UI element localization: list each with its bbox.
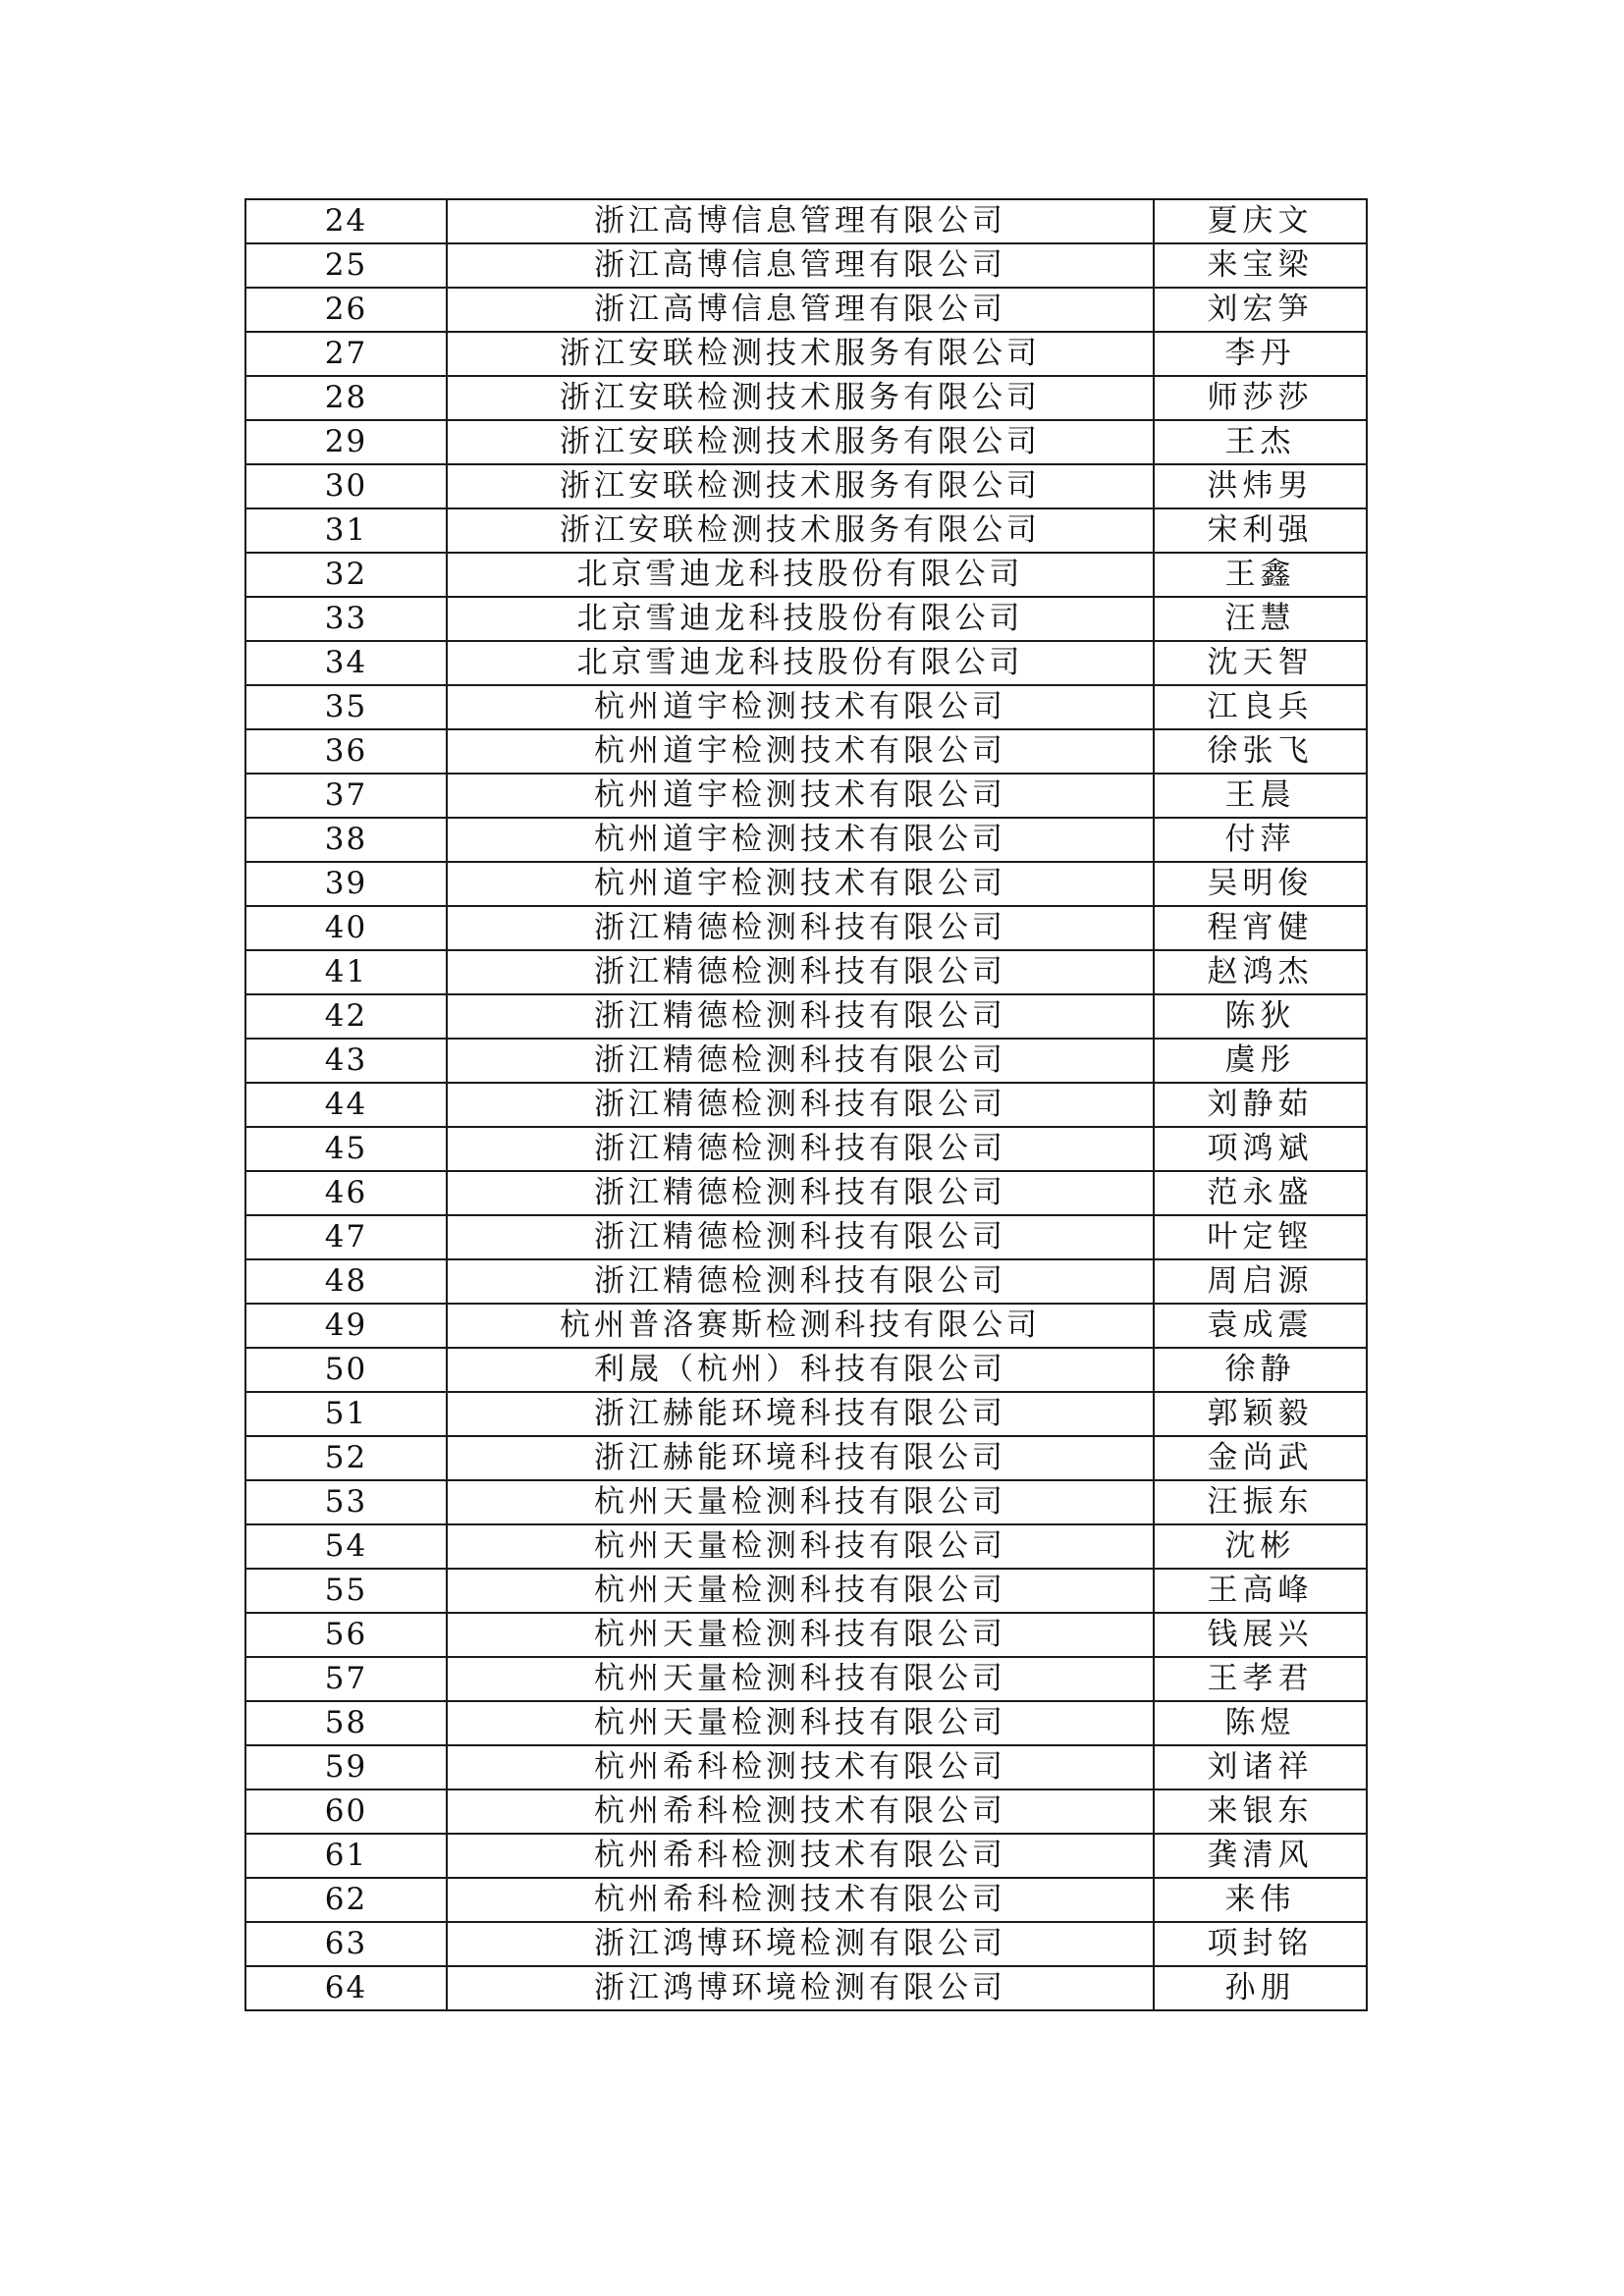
company-name-cell: 杭州道宇检测技术有限公司 <box>447 818 1154 862</box>
row-number-cell: 63 <box>245 1922 447 1966</box>
company-name-cell: 杭州道宇检测技术有限公司 <box>447 862 1154 906</box>
person-name-cell: 汪慧 <box>1154 597 1367 641</box>
company-name-cell: 北京雪迪龙科技股份有限公司 <box>447 597 1154 641</box>
table-row <box>245 774 1367 818</box>
person-name-cell: 王杰 <box>1154 420 1367 464</box>
company-name-cell: 浙江精德检测科技有限公司 <box>447 1259 1154 1304</box>
company-name-cell: 浙江鸿博环境检测有限公司 <box>447 1966 1154 2010</box>
company-name-cell: 浙江安联检测技术服务有限公司 <box>447 420 1154 464</box>
row-number-cell: 35 <box>245 685 447 729</box>
company-name-cell: 杭州道宇检测技术有限公司 <box>447 774 1154 818</box>
company-name-cell: 杭州道宇检测技术有限公司 <box>447 685 1154 729</box>
table-row <box>245 1657 1367 1701</box>
person-name-cell: 江良兵 <box>1154 685 1367 729</box>
table-row <box>245 376 1367 420</box>
person-name-cell: 叶定铿 <box>1154 1215 1367 1259</box>
company-name-cell: 杭州希科检测技术有限公司 <box>447 1789 1154 1834</box>
row-number-cell: 42 <box>245 994 447 1039</box>
row-number-cell: 44 <box>245 1083 447 1127</box>
table-row <box>245 1171 1367 1215</box>
person-name-cell: 来银东 <box>1154 1789 1367 1834</box>
table-row <box>245 332 1367 376</box>
person-name-cell: 项鸿斌 <box>1154 1127 1367 1171</box>
table-row <box>245 1701 1367 1745</box>
company-name-cell: 浙江精德检测科技有限公司 <box>447 1083 1154 1127</box>
row-number-cell: 40 <box>245 906 447 950</box>
row-number-cell: 60 <box>245 1789 447 1834</box>
row-number-cell: 49 <box>245 1304 447 1348</box>
table-row <box>245 199 1367 243</box>
row-number-cell: 36 <box>245 729 447 774</box>
company-name-cell: 浙江高博信息管理有限公司 <box>447 288 1154 332</box>
row-number-cell: 24 <box>245 199 447 243</box>
company-name-cell: 浙江高博信息管理有限公司 <box>447 243 1154 288</box>
row-number-cell: 52 <box>245 1436 447 1480</box>
table-row <box>245 641 1367 685</box>
row-number-cell: 61 <box>245 1834 447 1878</box>
table-row <box>245 1392 1367 1436</box>
person-name-cell: 陈煜 <box>1154 1701 1367 1745</box>
table-row <box>245 1083 1367 1127</box>
table-row <box>245 1834 1367 1878</box>
table-row <box>245 1745 1367 1789</box>
person-name-cell: 沈彬 <box>1154 1524 1367 1569</box>
person-name-cell: 洪炜男 <box>1154 464 1367 508</box>
company-name-cell: 浙江精德检测科技有限公司 <box>447 1215 1154 1259</box>
row-number-cell: 41 <box>245 950 447 994</box>
row-number-cell: 50 <box>245 1348 447 1392</box>
company-name-cell: 浙江精德检测科技有限公司 <box>447 950 1154 994</box>
table-row <box>245 1348 1367 1392</box>
row-number-cell: 48 <box>245 1259 447 1304</box>
person-name-cell: 夏庆文 <box>1154 199 1367 243</box>
table-row <box>245 1878 1367 1922</box>
company-name-cell: 杭州道宇检测技术有限公司 <box>447 729 1154 774</box>
person-name-cell: 来伟 <box>1154 1878 1367 1922</box>
company-name-cell: 浙江精德检测科技有限公司 <box>447 994 1154 1039</box>
person-name-cell: 王孝君 <box>1154 1657 1367 1701</box>
company-name-cell: 杭州希科检测技术有限公司 <box>447 1878 1154 1922</box>
row-number-cell: 55 <box>245 1569 447 1613</box>
person-name-cell: 龚清风 <box>1154 1834 1367 1878</box>
person-name-cell: 虞彤 <box>1154 1039 1367 1083</box>
company-name-cell: 杭州天量检测科技有限公司 <box>447 1701 1154 1745</box>
table-row <box>245 1215 1367 1259</box>
row-number-cell: 26 <box>245 288 447 332</box>
person-name-cell: 汪振东 <box>1154 1480 1367 1524</box>
company-name-cell: 浙江赫能环境科技有限公司 <box>447 1392 1154 1436</box>
company-name-cell: 浙江安联检测技术服务有限公司 <box>447 508 1154 553</box>
person-name-cell: 徐静 <box>1154 1348 1367 1392</box>
roster-table <box>244 198 1368 2011</box>
company-name-cell: 浙江精德检测科技有限公司 <box>447 906 1154 950</box>
person-name-cell: 郭颖毅 <box>1154 1392 1367 1436</box>
row-number-cell: 54 <box>245 1524 447 1569</box>
table-row <box>245 464 1367 508</box>
table-row <box>245 1436 1367 1480</box>
person-name-cell: 赵鸿杰 <box>1154 950 1367 994</box>
row-number-cell: 57 <box>245 1657 447 1701</box>
company-name-cell: 浙江精德检测科技有限公司 <box>447 1127 1154 1171</box>
person-name-cell: 王高峰 <box>1154 1569 1367 1613</box>
row-number-cell: 46 <box>245 1171 447 1215</box>
company-name-cell: 北京雪迪龙科技股份有限公司 <box>447 553 1154 597</box>
table-row <box>245 288 1367 332</box>
person-name-cell: 徐张飞 <box>1154 729 1367 774</box>
row-number-cell: 30 <box>245 464 447 508</box>
table-row <box>245 1789 1367 1834</box>
table-row <box>245 685 1367 729</box>
person-name-cell: 范永盛 <box>1154 1171 1367 1215</box>
company-name-cell: 浙江安联检测技术服务有限公司 <box>447 376 1154 420</box>
row-number-cell: 27 <box>245 332 447 376</box>
person-name-cell: 周启源 <box>1154 1259 1367 1304</box>
person-name-cell: 吴明俊 <box>1154 862 1367 906</box>
company-name-cell: 利晟（杭州）科技有限公司 <box>447 1348 1154 1392</box>
row-number-cell: 43 <box>245 1039 447 1083</box>
row-number-cell: 47 <box>245 1215 447 1259</box>
row-number-cell: 56 <box>245 1613 447 1657</box>
company-name-cell: 杭州希科检测技术有限公司 <box>447 1834 1154 1878</box>
company-name-cell: 杭州天量检测科技有限公司 <box>447 1524 1154 1569</box>
company-name-cell: 杭州天量检测科技有限公司 <box>447 1569 1154 1613</box>
person-name-cell: 付萍 <box>1154 818 1367 862</box>
person-name-cell: 来宝梁 <box>1154 243 1367 288</box>
table-row <box>245 1127 1367 1171</box>
roster-table-body <box>245 199 1367 2010</box>
person-name-cell: 金尚武 <box>1154 1436 1367 1480</box>
row-number-cell: 58 <box>245 1701 447 1745</box>
company-name-cell: 浙江安联检测技术服务有限公司 <box>447 464 1154 508</box>
row-number-cell: 32 <box>245 553 447 597</box>
table-row <box>245 243 1367 288</box>
row-number-cell: 37 <box>245 774 447 818</box>
table-row <box>245 994 1367 1039</box>
person-name-cell: 刘静茹 <box>1154 1083 1367 1127</box>
table-row <box>245 862 1367 906</box>
row-number-cell: 39 <box>245 862 447 906</box>
row-number-cell: 62 <box>245 1878 447 1922</box>
row-number-cell: 25 <box>245 243 447 288</box>
person-name-cell: 王鑫 <box>1154 553 1367 597</box>
table-row <box>245 420 1367 464</box>
person-name-cell: 沈天智 <box>1154 641 1367 685</box>
row-number-cell: 29 <box>245 420 447 464</box>
company-name-cell: 浙江鸿博环境检测有限公司 <box>447 1922 1154 1966</box>
row-number-cell: 59 <box>245 1745 447 1789</box>
person-name-cell: 刘宏笋 <box>1154 288 1367 332</box>
person-name-cell: 孙朋 <box>1154 1966 1367 2010</box>
row-number-cell: 45 <box>245 1127 447 1171</box>
person-name-cell: 程宵健 <box>1154 906 1367 950</box>
company-name-cell: 浙江赫能环境科技有限公司 <box>447 1436 1154 1480</box>
company-name-cell: 杭州天量检测科技有限公司 <box>447 1480 1154 1524</box>
row-number-cell: 38 <box>245 818 447 862</box>
table-row <box>245 950 1367 994</box>
company-name-cell: 杭州普洛赛斯检测科技有限公司 <box>447 1304 1154 1348</box>
row-number-cell: 31 <box>245 508 447 553</box>
table-row <box>245 1039 1367 1083</box>
row-number-cell: 33 <box>245 597 447 641</box>
person-name-cell: 李丹 <box>1154 332 1367 376</box>
company-name-cell: 浙江精德检测科技有限公司 <box>447 1171 1154 1215</box>
table-row <box>245 1524 1367 1569</box>
person-name-cell: 宋利强 <box>1154 508 1367 553</box>
table-row <box>245 906 1367 950</box>
row-number-cell: 53 <box>245 1480 447 1524</box>
table-row <box>245 508 1367 553</box>
company-name-cell: 杭州天量检测科技有限公司 <box>447 1613 1154 1657</box>
person-name-cell: 项封铭 <box>1154 1922 1367 1966</box>
table-row <box>245 1569 1367 1613</box>
table-row <box>245 1613 1367 1657</box>
table-row <box>245 1304 1367 1348</box>
table-row <box>245 818 1367 862</box>
person-name-cell: 袁成震 <box>1154 1304 1367 1348</box>
company-name-cell: 杭州天量检测科技有限公司 <box>447 1657 1154 1701</box>
company-name-cell: 杭州希科检测技术有限公司 <box>447 1745 1154 1789</box>
table-row <box>245 597 1367 641</box>
company-name-cell: 浙江安联检测技术服务有限公司 <box>447 332 1154 376</box>
company-name-cell: 北京雪迪龙科技股份有限公司 <box>447 641 1154 685</box>
person-name-cell: 王晨 <box>1154 774 1367 818</box>
row-number-cell: 64 <box>245 1966 447 2010</box>
person-name-cell: 陈狄 <box>1154 994 1367 1039</box>
person-name-cell: 钱展兴 <box>1154 1613 1367 1657</box>
table-row <box>245 1966 1367 2010</box>
table-row <box>245 1922 1367 1966</box>
table-row <box>245 1259 1367 1304</box>
row-number-cell: 51 <box>245 1392 447 1436</box>
table-row <box>245 729 1367 774</box>
table-row <box>245 553 1367 597</box>
row-number-cell: 28 <box>245 376 447 420</box>
person-name-cell: 师莎莎 <box>1154 376 1367 420</box>
company-name-cell: 浙江高博信息管理有限公司 <box>447 199 1154 243</box>
company-name-cell: 浙江精德检测科技有限公司 <box>447 1039 1154 1083</box>
table-row <box>245 1480 1367 1524</box>
row-number-cell: 34 <box>245 641 447 685</box>
person-name-cell: 刘诸祥 <box>1154 1745 1367 1789</box>
